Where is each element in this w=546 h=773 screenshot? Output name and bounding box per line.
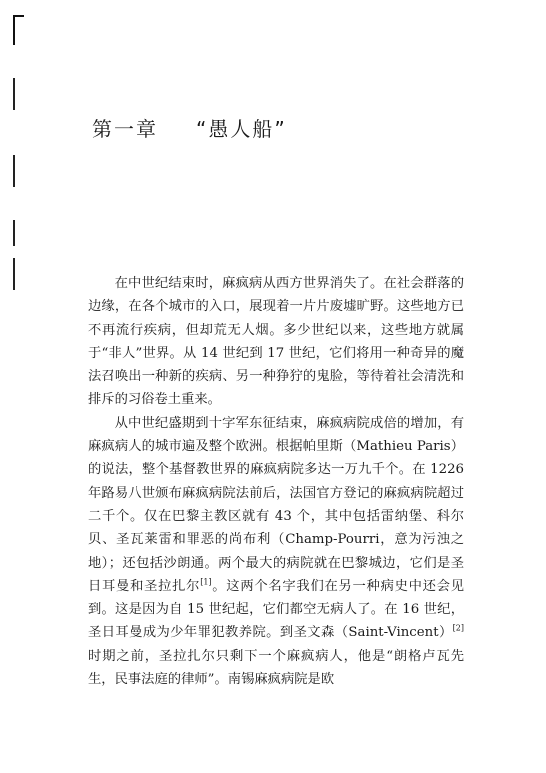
corner-crop-mark-horizontal [13,15,24,17]
paragraph-text: 时期之前，圣拉扎尔只剩下一个麻疯病人，他是“朗格卢瓦先生，民事法庭的律师”。南锡麻疯病院是欧 [88,648,464,688]
margin-rule [13,258,15,290]
margin-rule [13,220,15,246]
paragraph-text: 在中世纪结束时，麻疯病从西方世界消失了。在社会群落的边缘，在各个城市的入口，展现着一片片废墟旷野。这些地方已不再流行疾病，但却荒无人烟。多少世纪以来，这些地方就属于“非人”世界。从 14 世纪到 17 世纪，它们将用一种奇异的魔法召唤出一种新的疾病、另一种狰狞的鬼脸，等待着社会清洗和排斥的习俗卷土重来。 [88,276,464,408]
paragraph-text: 从中世纪盛期到十字军东征结束，麻疯病院成倍的增加，有麻疯病人的城市遍及整个欧洲。根据帕里斯（Mathieu Paris）的说法，整个基督教世界的麻疯病院多达一万九千个。在 1226 年路易八世颁布麻疯病院法前后，法国官方登记的麻疯病院超过二千个。仅在巴黎主教区就有 43 个，其中包括雷纳堡、科尔贝、圣瓦莱雷和罪恶的尚布利（Champ-Pourri，意为污浊之地）；还包括沙朗通。两个最大的病院就在巴黎城边，它们是圣日耳曼和圣拉扎尔 [88,415,464,594]
chapter-title: “愚人船” [196,117,287,141]
paragraph [88,272,464,412]
corner-crop-mark-vertical [13,15,15,45]
chapter-number: 第一章 [92,117,158,141]
paragraph [88,412,464,692]
margin-rule [13,78,15,110]
chapter-heading [92,113,287,142]
margin-rule [13,155,15,187]
body-text [88,272,464,691]
paragraph-text: 。这两个名字我们在另一种病史中还会见到。这是因为自 15 世纪起，它们都空无病人了。在 16 世纪，圣日耳曼成为少年罪犯教养院。到圣文森（Saint-Vincent） [88,578,465,641]
footnote-ref[interactable]: [2] [452,624,464,634]
footnote-ref[interactable]: [1] [200,577,212,587]
